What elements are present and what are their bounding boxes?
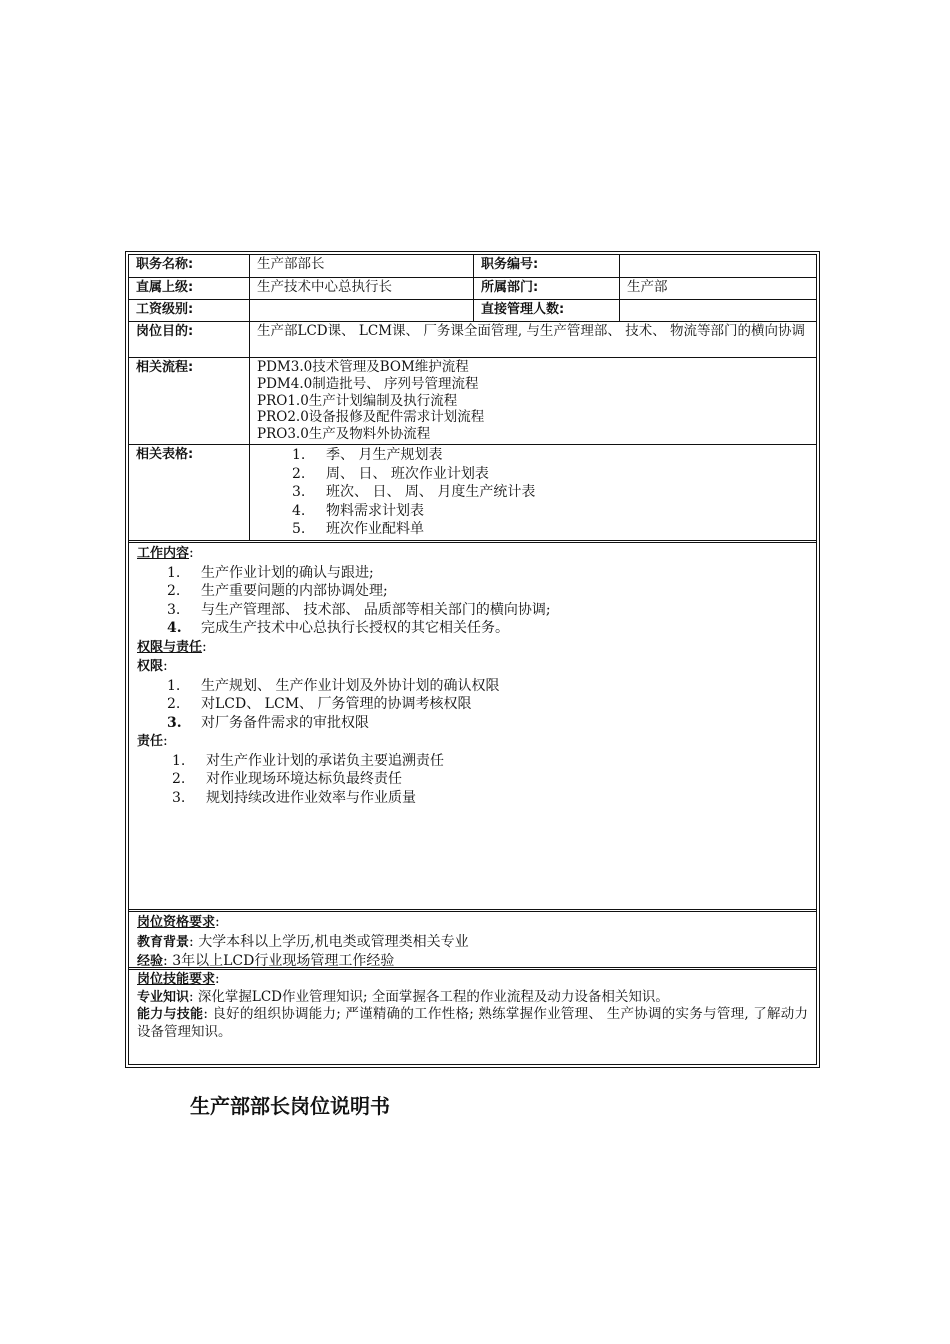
purpose-label: 岗位目的	[136, 324, 189, 339]
rights-item: 2. 对LCD、 LCM、 厂务管理的协调考核权限	[167, 696, 472, 712]
duties-item: 1. 对生产作业计划的承诺负主要追溯责任	[172, 752, 444, 769]
rights-label: 权限	[137, 659, 164, 674]
salary-value	[249, 300, 473, 321]
duties-item: 2. 对作业现场环境达标负最终责任	[172, 771, 402, 787]
education-line: 教育背景: 大学本科以上学历,机电类或管理类相关专业	[137, 933, 469, 950]
document-title: 生产部部长岗位说明书	[190, 1094, 390, 1118]
process-item: PDM3.0技术管理及BOM维护流程	[257, 359, 469, 375]
form-item: 5. 班次作业配料单	[292, 521, 424, 538]
position-name-label: 职务名称	[136, 257, 189, 272]
row-qualification: 岗位资格要求: 教育背景: 大学本科以上学历,机电类或管理类相关专业 经验: 3年以上LCD行业现场管理工作经验	[129, 912, 816, 970]
work-item: 4. 完成生产技术中心总执行长授权的其它相关任务。	[167, 620, 509, 636]
row-skills: 岗位技能要求: 专业知识: 深化掌握LCD作业管理知识; 全面掌握各工程的作业流程及动力设备相关知识。 能力与技能: 良好的组织协调能力; 严谨精确的工作性格; 熟练掌握作业管理、 生产协调的实务与管理, 了解动力设备管理知识。	[137, 971, 808, 1040]
duties-label: 责任	[137, 734, 164, 749]
skills-label: 岗位技能要求	[137, 972, 216, 987]
row-work-content	[129, 543, 816, 912]
qualification-label: 岗位资格要求	[137, 915, 216, 930]
process-item: PDM4.0制造批号、 序列号管理流程	[257, 375, 479, 392]
authority-label: 权限与责任	[137, 639, 203, 655]
row-superior: 直属上级: 生产技术中心总执行长 所属部门: 生产部	[129, 278, 816, 300]
process-item: PRO1.0生产计划编制及执行流程	[257, 392, 458, 409]
department-label: 所属部门	[481, 280, 534, 295]
superior-label: 直属上级	[136, 280, 189, 295]
row-purpose: 岗位目的: 生产部LCD课、 LCM课、 厂务课全面管理, 与生产管理部、 技术、 物流等部门的横向协调	[129, 322, 816, 358]
knowledge-line: 专业知识: 深化掌握LCD作业管理知识; 全面掌握各工程的作业流程及动力设备相关知识。	[137, 988, 669, 1005]
work-label: 工作内容	[137, 546, 190, 561]
position-code-label: 职务编号	[481, 257, 534, 272]
processes-label: 相关流程	[136, 360, 189, 375]
process-item: PRO2.0设备报修及配件需求计划流程	[257, 409, 485, 426]
form-item: 1. 季、 月生产规划表	[292, 447, 443, 463]
superior-value: 生产技术中心总执行长	[249, 278, 473, 299]
work-item: 1. 生产作业计划的确认与跟进;	[167, 564, 374, 581]
rights-item: 3. 对厂务备件需求的审批权限	[167, 714, 369, 731]
ability-line: 能力与技能: 良好的组织协调能力; 严谨精确的工作性格; 熟练掌握作业管理、 生产协调的实务与管理, 了解动力设备管理知识。	[137, 1006, 808, 1040]
row-position-name: 职务名称: 生产部部长 职务编号:	[129, 255, 816, 278]
forms-list	[249, 445, 816, 540]
form-item: 2. 周、 日、 班次作业计划表	[292, 465, 489, 482]
position-code-value	[619, 255, 816, 277]
row-forms: 相关表格: 1. 季、 月生产规划表 2. 周、 日、 班次作业计划表 3. 班次、 日、 周、 月度生产统计表 4. 物料需求计划表 5. 班次作业配料单	[129, 445, 816, 543]
form-item: 4. 物料需求计划表	[292, 502, 424, 519]
work-item: 3. 与生产管理部、 技术部、 品质部等相关部门的横向协调;	[167, 601, 551, 618]
row-processes: 相关流程: PDM3.0技术管理及BOM维护流程 PDM4.0制造批号、 序列号管理流程 PRO1.0生产计划编制及执行流程 PRO2.0设备报修及配件需求计划流程 PRO3.0生产及物料外协流程	[129, 358, 816, 445]
processes-list	[249, 358, 816, 444]
purpose-text: 生产部LCD课、 LCM课、 厂务课全面管理, 与生产管理部、 技术、 物流等部门的横向协调	[249, 322, 816, 357]
salary-label: 工资级别	[136, 302, 189, 317]
work-item: 2. 生产重要问题的内部协调处理;	[167, 583, 388, 599]
rights-item: 1. 生产规划、 生产作业计划及外协计划的确认权限	[167, 677, 500, 694]
forms-label: 相关表格	[136, 447, 189, 462]
position-name-value: 生产部部长	[249, 255, 473, 277]
process-item: PRO3.0生产及物料外协流程	[257, 426, 431, 443]
duties-item: 3. 规划持续改进作业效率与作业质量	[172, 789, 416, 806]
form-item: 3. 班次、 日、 周、 月度生产统计表	[292, 484, 536, 501]
job-description-table	[125, 251, 820, 1068]
row-salary: 工资级别: 直接管理人数:	[129, 300, 816, 322]
subordinates-value	[619, 300, 816, 321]
subordinates-label: 直接管理人数	[481, 302, 560, 317]
department-value: 生产部	[619, 278, 816, 299]
experience-line: 经验: 3年以上LCD行业现场管理工作经验	[137, 953, 395, 969]
work-section: 工作内容: 1. 生产作业计划的确认与跟进; 2. 生产重要问题的内部协调处理; 3. 与生产管理部、 技术部、 品质部等相关部门的横向协调; 4. 完成生产技术中心总执行长授权的其它相关任务。 权限与责任: 权限: 1. 生产规划、 生产作业计划及外协计划的确认权限 2. 对LCD、 LCM、 厂务管理的协调考核权限 3. 对厂务备件需求的审批权限 责任: 1. 对生产作业计划的承诺负主要追溯责任 2. 对作业现场环境达标负最终责任 3. 规划持续改进作业效率与作业质量	[129, 543, 816, 808]
